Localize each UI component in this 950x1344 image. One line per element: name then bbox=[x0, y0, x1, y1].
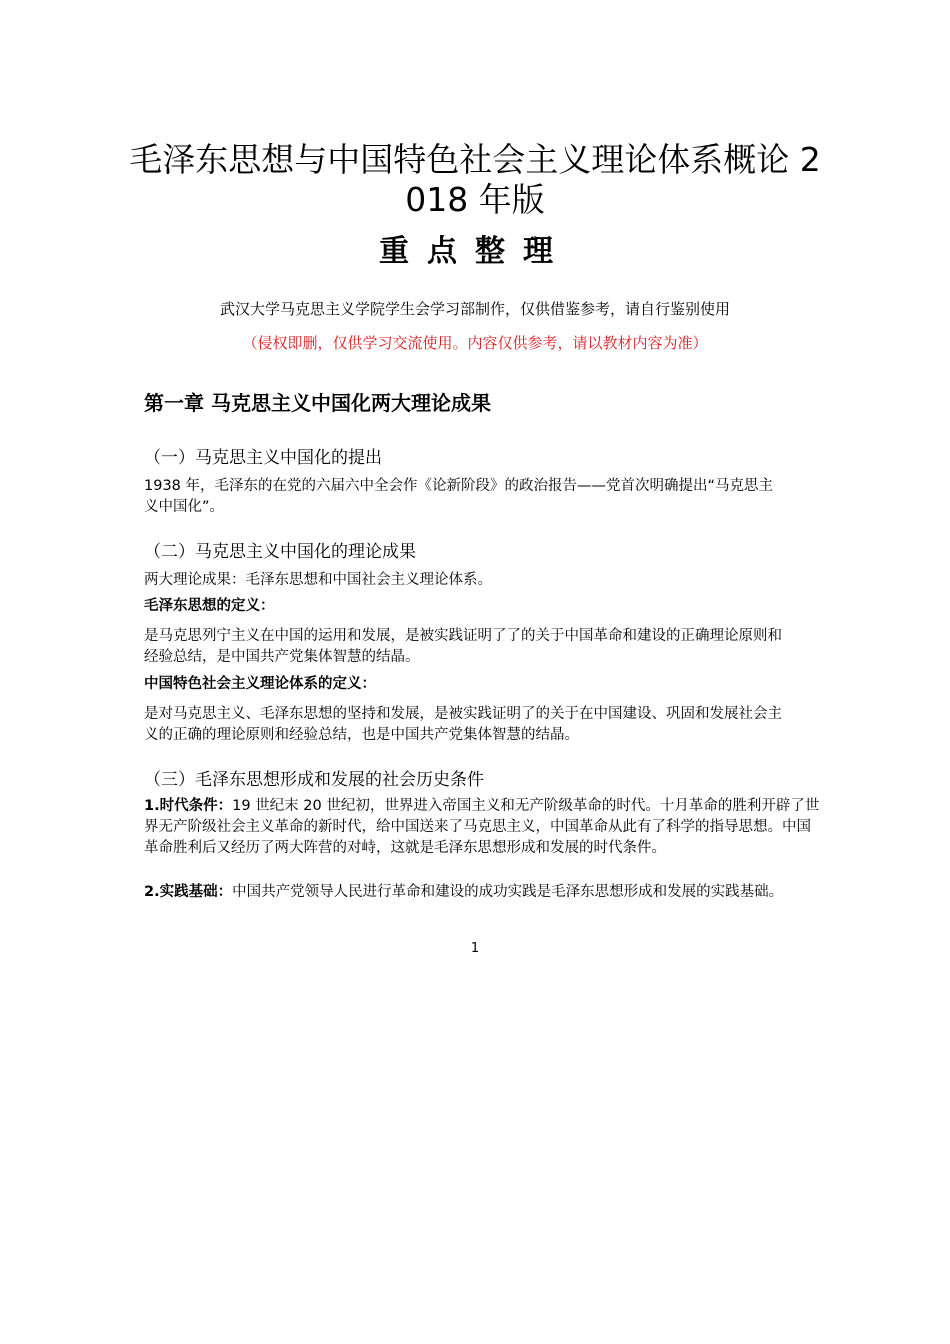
section-3-item-2 bbox=[144, 882, 784, 903]
document-subtitle: 重点整理 bbox=[379, 234, 571, 269]
item-2-label: 2.实践基础： bbox=[144, 884, 233, 900]
section-3-item-1 bbox=[144, 796, 820, 859]
document-title: 毛泽东思想与中国特色社会主义理论体系概论 2018 年版 bbox=[129, 140, 821, 219]
section-1-paragraph: 1938 年，毛泽东的在党的六届六中全会作《论新阶段》的政治报告——党首次明确提出“马克思主义中国化”。 bbox=[144, 478, 774, 515]
section-heading-1: （一）马克思主义中国化的提出 bbox=[144, 448, 382, 468]
item-1-label: 1.时代条件： bbox=[144, 798, 233, 814]
definition-label-mao-thought: 毛泽东思想的定义： bbox=[144, 598, 275, 614]
credit-line: 武汉大学马克思主义学院学生会学习部制作，仅供借鉴参考，请自行鉴别使用 bbox=[219, 300, 730, 318]
disclaimer-line: （侵权即删，仅供学习交流使用。内容仅供参考，请以教材内容为准） bbox=[242, 334, 708, 352]
item-2-text: 中国共产党领导人民进行革命和建设的成功实践是毛泽东思想形成和发展的实践基础。 bbox=[232, 884, 784, 900]
definition-label-socialism-theory: 中国特色社会主义理论体系的定义： bbox=[144, 676, 376, 692]
section-heading-3: （三）毛泽东思想形成和发展的社会历史条件 bbox=[144, 770, 484, 790]
definition-text-mao-thought: 是马克思列宁主义在中国的运用和发展，是被实践证明了了的关于中国革命和建设的正确理论原则和经验总结，是中国共产党集体智慧的结晶。 bbox=[144, 628, 782, 665]
page-number: 1 bbox=[470, 941, 480, 956]
section-heading-2: （二）马克思主义中国化的理论成果 bbox=[144, 542, 416, 562]
chapter-heading: 第一章 马克思主义中国化两大理论成果 bbox=[144, 391, 491, 415]
item-1-text: 19 世纪末 20 世纪初，世界进入帝国主义和无产阶级革命的时代。十月革命的胜利开辟了世界无产阶级社会主义革命的新时代，给中国送来了马克思主义，中国革命从此有了科学的指导思想。中国革命胜利后又经历了两大阵营的对峙，这就是毛泽东思想形成和发展的时代条件。 bbox=[144, 798, 820, 856]
definition-text-socialism-theory: 是对马克思主义、毛泽东思想的坚持和发展，是被实践证明了的关于在中国建设、巩固和发展社会主义的正确的理论原则和经验总结，也是中国共产党集体智慧的结晶。 bbox=[144, 706, 782, 743]
section-2-paragraph: 两大理论成果：毛泽东思想和中国社会主义理论体系。 bbox=[144, 572, 492, 588]
